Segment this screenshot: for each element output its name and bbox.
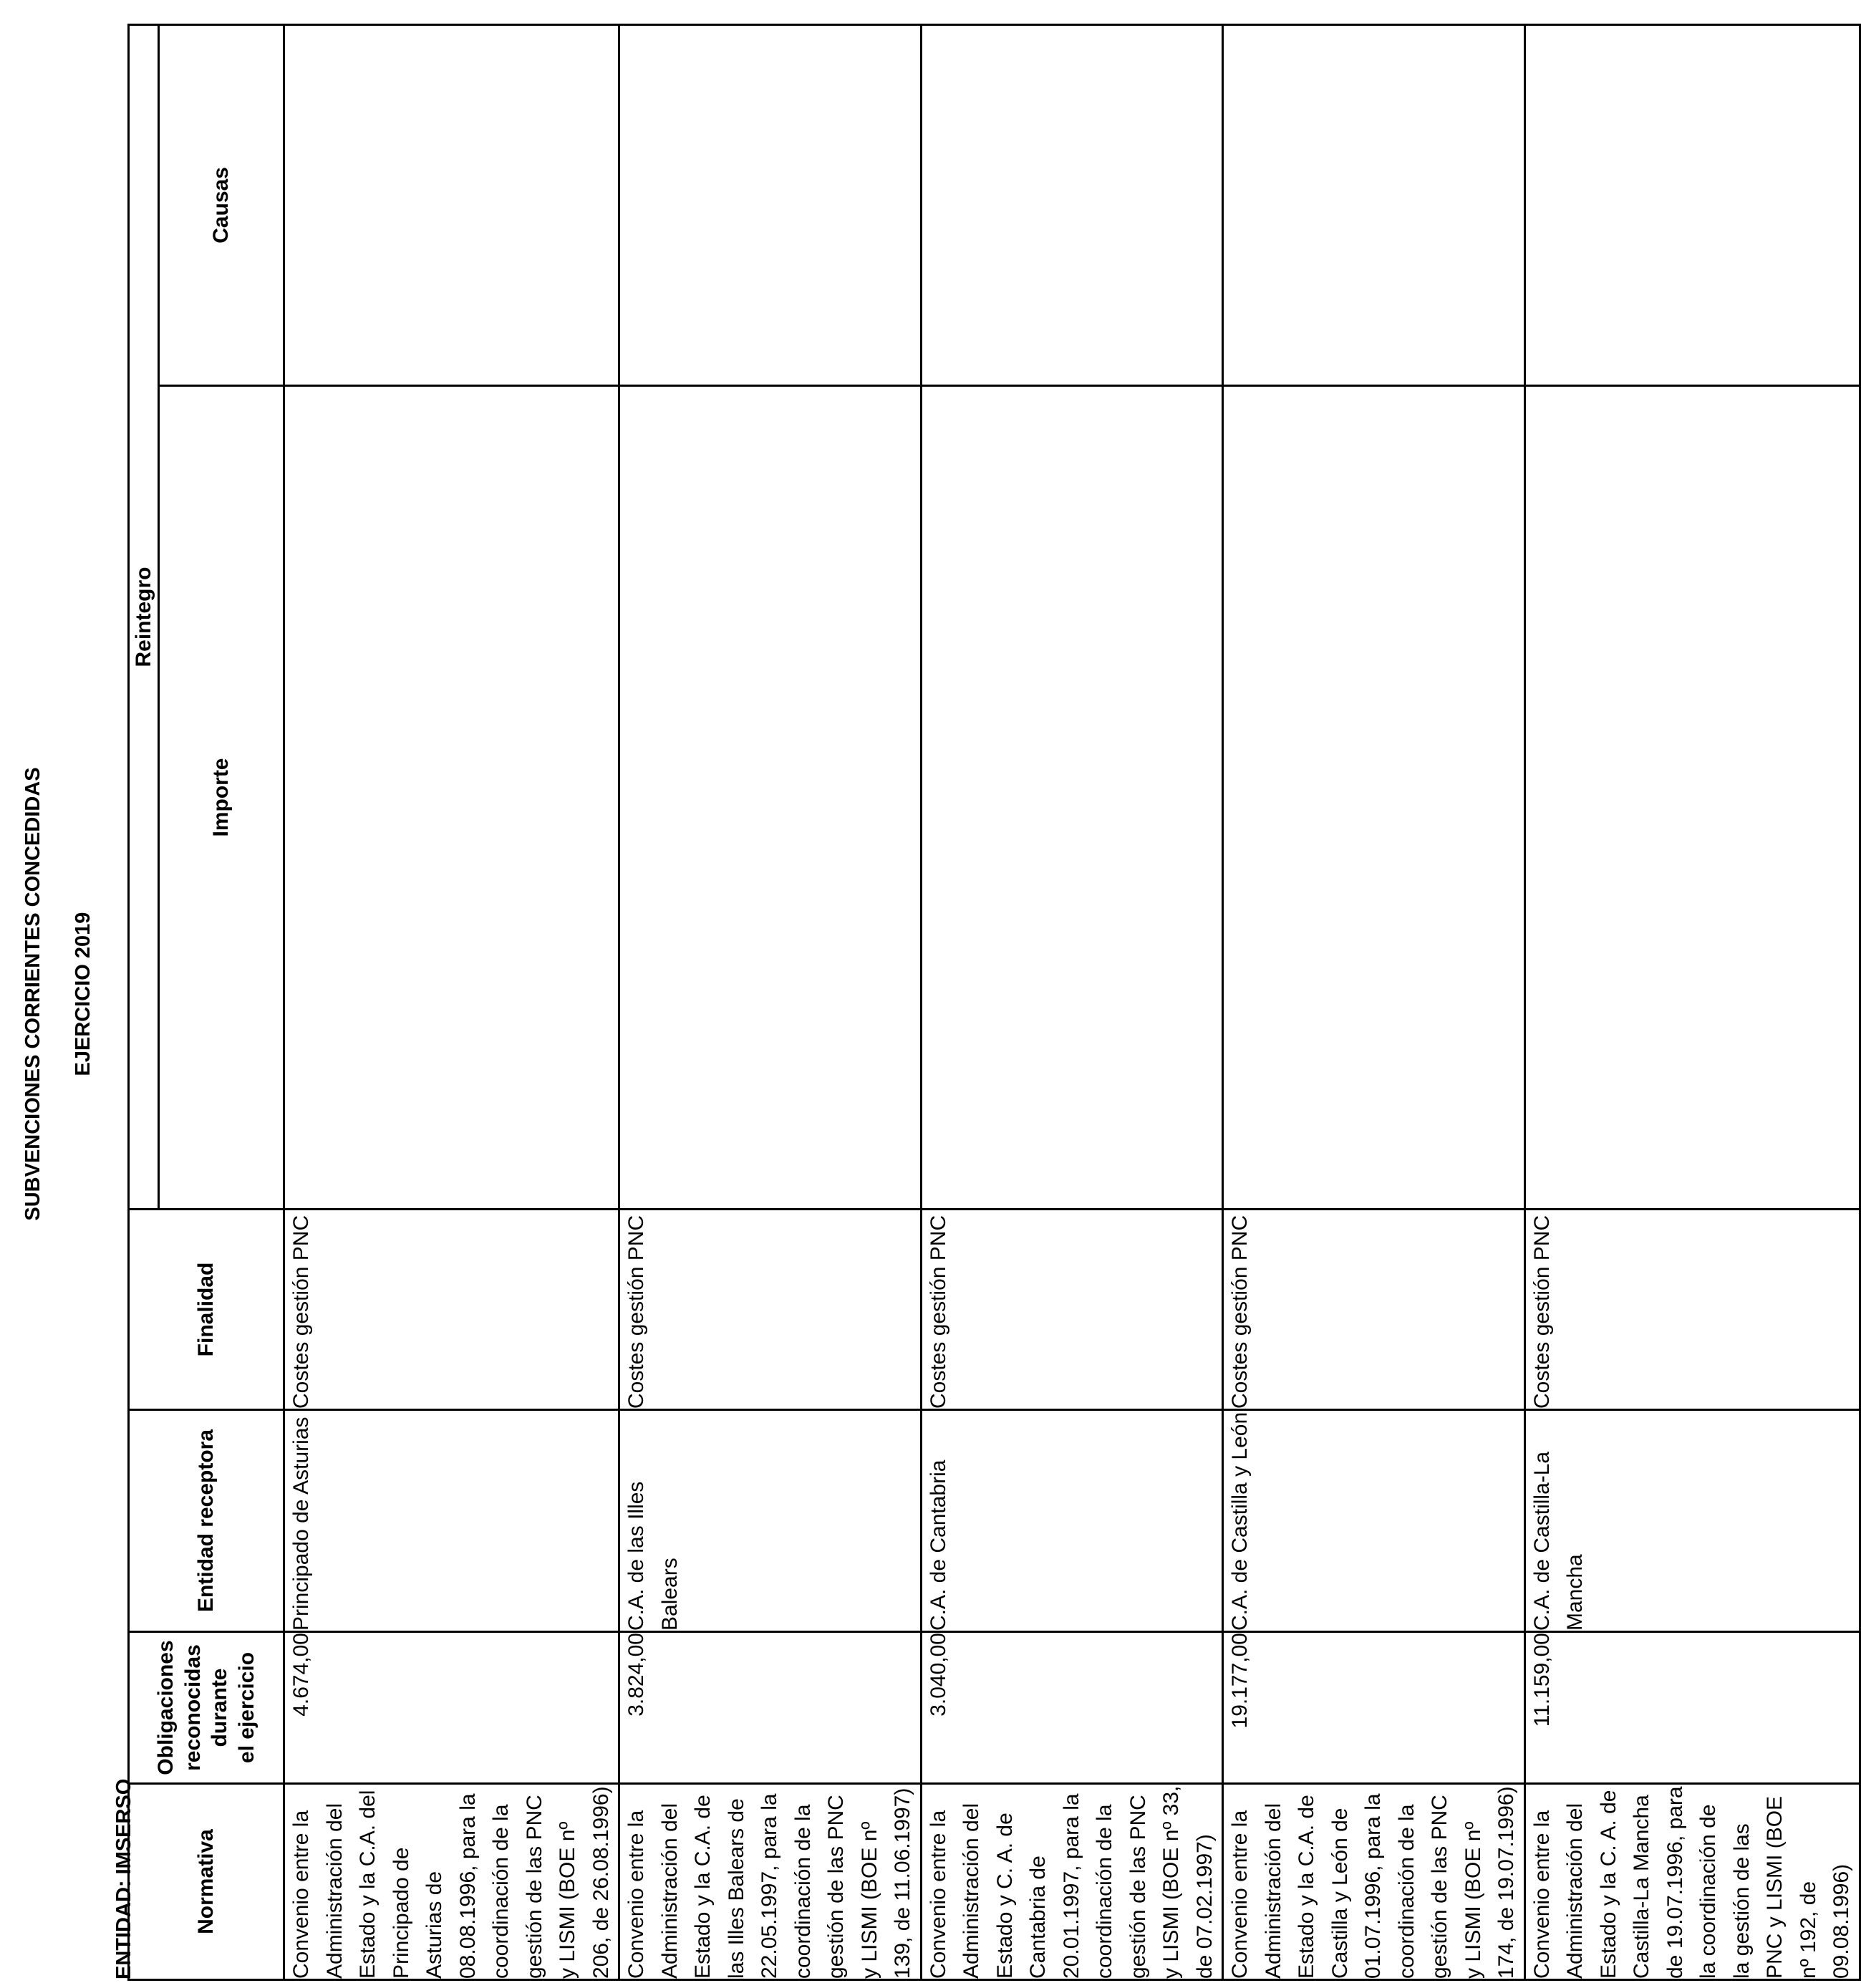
cell-entidad: C.A. de las Illes Balears	[619, 1410, 922, 1632]
header-obligaciones-line-1: Obligaciones	[154, 1640, 178, 1775]
cell-causas	[619, 24, 922, 385]
cell-importe	[1223, 386, 1525, 1210]
cell-entidad: C.A. de Castilla y León	[1223, 1410, 1525, 1632]
header-obligaciones-line-3: durante	[208, 1668, 231, 1747]
cell-causas	[284, 24, 619, 385]
cell-obligaciones: 3.040,00	[921, 1632, 1223, 1784]
header-obligaciones	[129, 1632, 284, 1784]
cell-causas	[1223, 24, 1525, 385]
header-normativa: Normativa	[129, 1784, 284, 1980]
page-subtitle: EJERCICIO 2019	[72, 912, 95, 1076]
cell-entidad: C.A. de Cantabria	[921, 1410, 1223, 1632]
cell-importe	[284, 386, 619, 1210]
cell-importe	[1524, 386, 1860, 1210]
cell-finalidad: Costes gestión PNC	[619, 1210, 922, 1410]
header-obligaciones-line-4: el ejercicio	[234, 1651, 258, 1764]
cell-normativa: Convenio entre la Administración del Estado y la C.A. del Principado de Asturias de 08.08.1996, para la coordinación de la gestión de las PNC y LISMI (BOE nº 206, de 26.08.1996)	[284, 1784, 619, 1980]
cell-importe	[619, 386, 922, 1210]
table-row	[284, 24, 619, 1979]
cell-causas	[1524, 24, 1860, 385]
header-obligaciones-line-2: reconocidas	[180, 1644, 205, 1771]
cell-obligaciones: 4.674,00	[284, 1632, 619, 1784]
cell-finalidad: Costes gestión PNC	[1524, 1210, 1860, 1410]
page-title: SUBVENCIONES CORRIENTES CONCEDIDAS	[21, 767, 44, 1221]
table-row	[619, 24, 922, 1979]
cell-normativa: Convenio entre la Administración del Estado y la C.A. de Castilla y León de 01.07.1996, para la coordinación de la gestión de las PNC y LISMI (BOE nº 174, de 19.07.1996)	[1223, 1784, 1525, 1980]
cell-causas	[921, 24, 1223, 385]
cell-normativa: Convenio entre la Administración del Estado y la C. A. de Castilla-La Mancha de 19.07.1996, para la coordinación de la gestión de las PNC y LISMI (BOE nº 192, de 09.08.1996)	[1524, 1784, 1860, 1980]
header-finalidad: Finalidad	[129, 1210, 284, 1410]
table-row	[1524, 24, 1860, 1979]
cell-entidad: Principado de Asturias	[284, 1410, 619, 1632]
cell-obligaciones: 11.159,00	[1524, 1632, 1860, 1784]
cell-finalidad: Costes gestión PNC	[1223, 1210, 1525, 1410]
header-entidad: Entidad receptora	[129, 1410, 284, 1632]
header-causas: Causas	[159, 24, 284, 385]
cell-normativa: Convenio entre la Administración del Estado y C. A. de Cantabria de 20.01.1997, para la coordinación de la gestión de las PNC y LISMI (BOE nº 33, de 07.02.1997)	[921, 1784, 1223, 1980]
cell-normativa: Convenio entre la Administración del Estado y la C.A. de las Illes Balears de 22.05.1997, para la coordinación de la gestión de las PNC y LISMI (BOE nº 139, de 11.06.1997)	[619, 1784, 922, 1980]
cell-obligaciones: 19.177,00	[1223, 1632, 1525, 1784]
subsidies-table	[127, 24, 1861, 1981]
cell-obligaciones: 3.824,00	[619, 1632, 922, 1784]
cell-importe	[921, 386, 1223, 1210]
cell-finalidad: Costes gestión PNC	[921, 1210, 1223, 1410]
header-reintegro: Reintegro	[129, 24, 159, 1209]
table-row	[921, 24, 1223, 1979]
table-row	[1223, 24, 1525, 1979]
cell-entidad: C.A. de Castilla-La Mancha	[1524, 1410, 1860, 1632]
cell-finalidad: Costes gestión PNC	[284, 1210, 619, 1410]
header-importe: Importe	[159, 386, 284, 1210]
entity-label: ENTIDAD: IMSERSO	[112, 1778, 135, 1979]
